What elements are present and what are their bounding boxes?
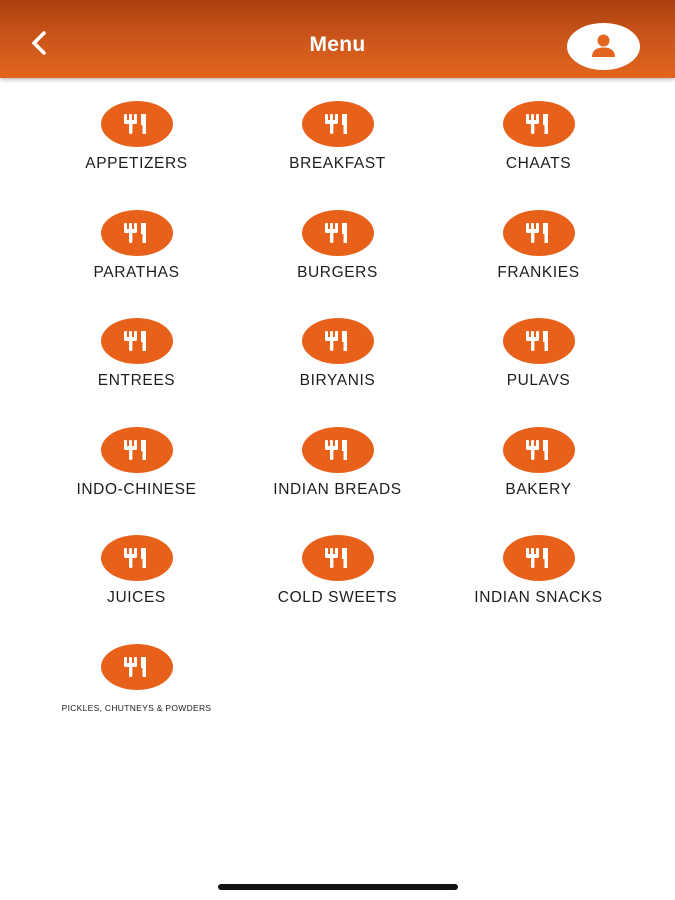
category-item[interactable] [237,101,438,210]
category-icon-badge[interactable] [101,644,173,690]
fork-knife-icon [321,221,355,245]
category-item[interactable] [237,210,438,319]
fork-knife-icon [321,329,355,353]
fork-knife-icon [522,329,556,353]
fork-knife-icon [522,112,556,136]
category-icon-badge[interactable] [302,318,374,364]
fork-knife-icon [321,112,355,136]
fork-knife-icon [120,329,154,353]
category-item[interactable] [36,210,237,319]
category-label: BAKERY [505,480,572,498]
fork-knife-icon [522,438,556,462]
category-item[interactable] [36,644,237,753]
fork-knife-icon [120,112,154,136]
category-item[interactable] [438,318,639,427]
category-icon-badge[interactable] [302,535,374,581]
category-label: PICKLES, CHUTNEYS & POWDERS [61,702,212,713]
category-item[interactable] [438,535,639,644]
category-item[interactable] [438,101,639,210]
category-label: INDIAN BREADS [273,480,402,498]
category-label: COLD SWEETS [277,589,398,606]
category-icon-badge[interactable] [503,318,575,364]
page-title: Menu [309,33,366,56]
category-item[interactable] [237,535,438,644]
category-label: JUICES [107,589,166,606]
category-icon-badge[interactable] [302,101,374,147]
fork-knife-icon [120,546,154,570]
category-item[interactable] [36,101,237,210]
category-label: PARATHAS [93,263,180,281]
fork-knife-icon [120,438,154,462]
category-item[interactable] [36,535,237,644]
category-label: PULAVS [506,372,571,389]
fork-knife-icon [522,546,556,570]
category-icon-badge[interactable] [101,427,173,473]
category-label: FRANKIES [497,263,580,281]
category-label: BREAKFAST [289,155,386,172]
category-icon-badge[interactable] [101,210,173,256]
category-icon-badge[interactable] [101,318,173,364]
category-label: APPETIZERS [85,155,188,172]
category-icon-badge[interactable] [503,427,575,473]
category-label: INDO-CHINESE [76,480,197,498]
category-icon-badge[interactable] [101,101,173,147]
fork-knife-icon [120,655,154,679]
category-icon-badge[interactable] [503,535,575,581]
fork-knife-icon [321,546,355,570]
home-indicator[interactable] [218,884,458,890]
category-icon-badge[interactable] [302,210,374,256]
fork-knife-icon [522,221,556,245]
category-label: CHAATS [505,155,572,172]
category-item[interactable] [36,318,237,427]
app-header [0,0,675,78]
category-grid [36,101,640,752]
category-item[interactable] [438,210,639,319]
category-label: BURGERS [297,263,378,281]
category-icon-badge[interactable] [101,535,173,581]
category-item[interactable] [438,427,639,536]
category-icon-badge[interactable] [503,101,575,147]
person-icon [589,33,618,59]
category-item[interactable] [36,427,237,536]
category-label: INDIAN SNACKS [474,589,603,606]
fork-knife-icon [321,438,355,462]
category-label: ENTREES [97,372,176,389]
fork-knife-icon [120,221,154,245]
category-icon-badge[interactable] [503,210,575,256]
category-item[interactable] [237,427,438,536]
category-item[interactable] [237,318,438,427]
profile-button[interactable] [567,23,640,70]
category-icon-badge[interactable] [302,427,374,473]
category-label: BIRYANIS [299,372,376,389]
